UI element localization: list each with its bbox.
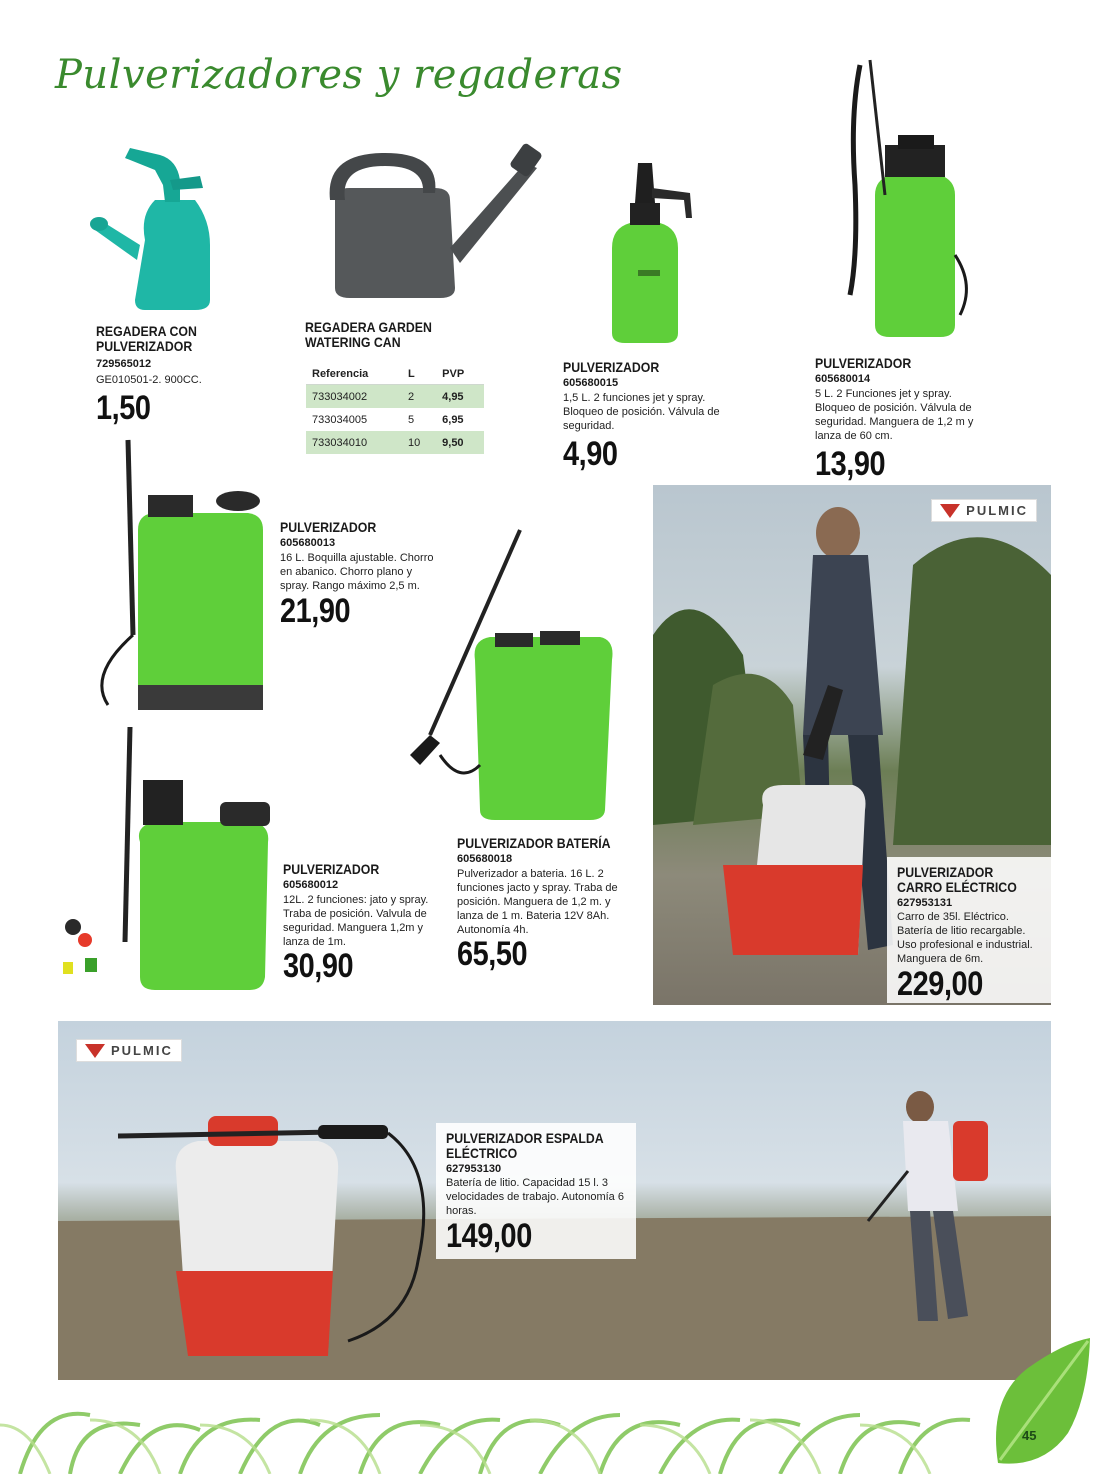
product-price: 149,00 [446, 1217, 532, 1255]
pulmic-logo-text: PULMIC [111, 1043, 173, 1058]
table-cell: 733034010 [306, 431, 402, 454]
table-cell: 4,95 [436, 385, 484, 409]
product-label-box [887, 857, 1051, 1003]
table-header: Referencia [306, 364, 402, 385]
product-price: 1,50 [96, 389, 151, 427]
table-cell: 10 [402, 431, 436, 454]
table-row [306, 408, 484, 431]
product-price: 4,90 [563, 435, 618, 473]
table-cell: 733034002 [306, 385, 402, 409]
page-number: 45 [1022, 1428, 1037, 1443]
table-cell: 2 [402, 385, 436, 409]
product-description: 16 L. Boquilla ajustable. Chorro en abanico. Chorro plano y spray. Rango máximo 2,5 m. [280, 552, 434, 592]
product-description: Carro de 35l. Eléctrico. Batería de litio recargable. Uso profesional e industrial. Manguera de 6m. [897, 911, 1033, 965]
table-cell: 733034005 [312, 413, 368, 426]
medium-sprayer-image [830, 55, 980, 345]
product-code: 605680018 [457, 853, 513, 865]
product-code: 605680014 [815, 373, 871, 385]
product-name: PULVERIZADOR ESPALDA ELÉCTRICO [446, 1130, 604, 1161]
product-name: REGADERA CON PULVERIZADOR [96, 323, 197, 354]
product-code: 627953131 [897, 897, 953, 909]
product-price: 30,90 [283, 947, 354, 985]
product-price: 21,90 [280, 592, 351, 630]
pulmic-logo [931, 499, 1037, 522]
battery-sprayer-image [400, 525, 625, 830]
pulmic-logo-text: PULMIC [966, 503, 1028, 518]
pulmic-logo [76, 1039, 182, 1062]
product-description: 1,5 L. 2 funciones jet y spray. Bloqueo de posición. Válvula de seguridad. [563, 392, 720, 432]
pulmic-logo-mark [940, 504, 960, 518]
product-code: 605680012 [283, 879, 339, 891]
table-header: L [402, 364, 436, 385]
product-code: 605680013 [280, 537, 336, 549]
table-row [306, 431, 484, 454]
leaf-icon [988, 1338, 1093, 1468]
product-code: 729565012 [96, 358, 152, 370]
product-name: PULVERIZADOR [283, 861, 380, 877]
product-description: GE010501-2. 900CC. [96, 374, 202, 386]
teal-watering-can-image [85, 140, 235, 315]
product-name: PULVERIZADOR [563, 359, 660, 375]
reference-table [306, 364, 484, 454]
backpack-electric-sprayer-photo [58, 1021, 1051, 1380]
small-sprayer-image [590, 158, 700, 348]
grass-decoration [0, 1385, 1105, 1474]
product-label-box [436, 1123, 636, 1259]
table-cell: 5 [408, 413, 415, 426]
product-name: PULVERIZADOR CARRO ELÉCTRICO [897, 864, 1017, 895]
product-code: 605680015 [563, 377, 619, 389]
product-price: 13,90 [815, 445, 886, 483]
table-cell: 9,50 [436, 431, 484, 454]
product-name: PULVERIZADOR [815, 355, 912, 371]
grey-watering-can-image [305, 138, 550, 308]
page-title: Pulverizadores y regaderas [55, 52, 623, 98]
product-name: PULVERIZADOR BATERÍA [457, 835, 611, 851]
product-name: REGADERA GARDEN WATERING CAN [305, 319, 432, 350]
backpack-sprayer-12l-image [55, 722, 285, 997]
product-description: 5 L. 2 Funciones jet y spray. Bloqueo de posición. Válvula de seguridad. Manguera de 1,2 m y lanza de 60 cm. [815, 388, 974, 442]
product-price: 229,00 [897, 965, 983, 1003]
table-row [306, 385, 484, 409]
product-description: 12L. 2 funciones: jato y spray. Traba de posición. Valvula de seguridad. Manguera 1,2m y lanza de 1m. [283, 894, 429, 948]
product-price: 65,50 [457, 935, 528, 973]
backpack-sprayer-16l-image [88, 435, 278, 720]
cart-sprayer-photo [653, 485, 1051, 1005]
table-header: PVP [436, 364, 484, 385]
table-cell: 6,95 [442, 413, 464, 426]
product-description: Pulverizador a bateria. 16 L. 2 funciones jacto y spray. Traba de posición. Manguera de 1,2 m. y lanza de 1 m. Bateria 12V 8Ah. Autonomía 4h. [457, 868, 618, 936]
product-description: Batería de litio. Capacidad 15 l. 3 velocidades de trabajo. Autonomía 6 horas. [446, 1177, 624, 1217]
pulmic-logo-mark [85, 1044, 105, 1058]
product-code: 627953130 [446, 1163, 502, 1175]
product-name: PULVERIZADOR [280, 519, 377, 535]
